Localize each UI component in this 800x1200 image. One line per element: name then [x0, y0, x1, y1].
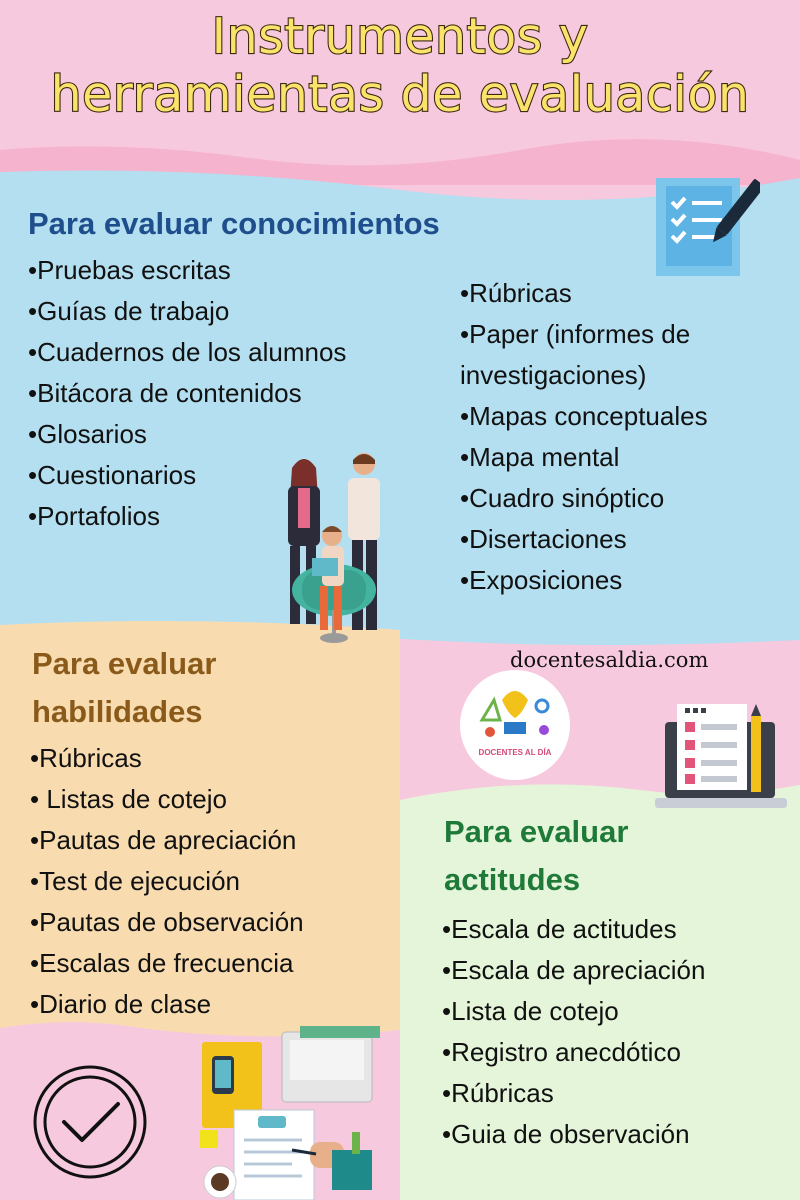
actitudes-heading: [444, 808, 744, 904]
habilidades-heading-line-2: habilidades: [32, 694, 203, 729]
list-item: •Test de ejecución: [30, 866, 241, 896]
logo-text: DOCENTES AL DÍA: [478, 748, 552, 757]
desk-documents-illustration: [192, 1022, 392, 1200]
list-item: •Registro anecdótico: [442, 1037, 681, 1067]
list-item: •Pruebas escritas: [28, 255, 231, 285]
list-item: •Cuestionarios: [28, 460, 197, 490]
list-item: •Pautas de observación: [30, 907, 304, 937]
list-item: •Guías de trabajo: [28, 296, 230, 326]
website-link[interactable]: docentesaldia.com: [510, 648, 709, 672]
list-item: •Disertaciones: [460, 524, 627, 554]
list-item: •Rúbricas: [442, 1078, 554, 1108]
list-item: •Mapa mental: [460, 442, 620, 472]
list-item: •Portafolios: [28, 501, 160, 531]
list-item: •Cuadernos de los alumnos: [28, 337, 347, 367]
actitudes-heading-line-2: actitudes: [444, 862, 581, 897]
list-item: •Bitácora de contenidos: [28, 378, 302, 408]
list-item: •Rúbricas: [30, 743, 142, 773]
list-item: •Escala de apreciación: [442, 955, 706, 985]
list-item: •Glosarios: [28, 419, 147, 449]
habilidades-heading: [32, 640, 332, 736]
title-line-2: herramientas de evaluación: [50, 66, 750, 123]
list-item: •Escala de actitudes: [442, 914, 677, 944]
list-item: •Guia de observación: [442, 1119, 690, 1149]
checkmark-circle-icon: [30, 1062, 150, 1182]
docentes-al-dia-logo: [460, 670, 570, 780]
list-item: investigaciones): [460, 360, 647, 390]
list-item: •Escalas de frecuencia: [30, 948, 294, 978]
actitudes-list: [442, 909, 705, 1155]
list-item: •Paper (informes de: [460, 319, 691, 349]
title-line-1: Instrumentos y: [211, 8, 589, 65]
list-item: •Rúbricas: [460, 278, 572, 308]
logo-symbol-icon: [460, 670, 570, 750]
list-item: •Cuadro sinóptico: [460, 483, 665, 513]
list-item: •Mapas conceptuales: [460, 401, 708, 431]
list-item: •Exposiciones: [460, 565, 623, 595]
family-reading-illustration: [272, 450, 402, 650]
laptop-checklist-icon: [655, 700, 787, 812]
conocimientos-list-right: [460, 273, 708, 601]
habilidades-heading-line-1: Para evaluar: [32, 646, 217, 681]
checklist-pencil-icon: [652, 172, 760, 280]
page-title: [0, 8, 800, 124]
conocimientos-heading: Para evaluar conocimientos: [28, 206, 440, 241]
list-item: •Pautas de apreciación: [30, 825, 297, 855]
list-item: •Diario de clase: [30, 989, 212, 1019]
actitudes-heading-line-1: Para evaluar: [444, 814, 629, 849]
list-item: •Lista de cotejo: [442, 996, 619, 1026]
list-item: • Listas de cotejo: [30, 784, 227, 814]
habilidades-list: [30, 738, 304, 1025]
